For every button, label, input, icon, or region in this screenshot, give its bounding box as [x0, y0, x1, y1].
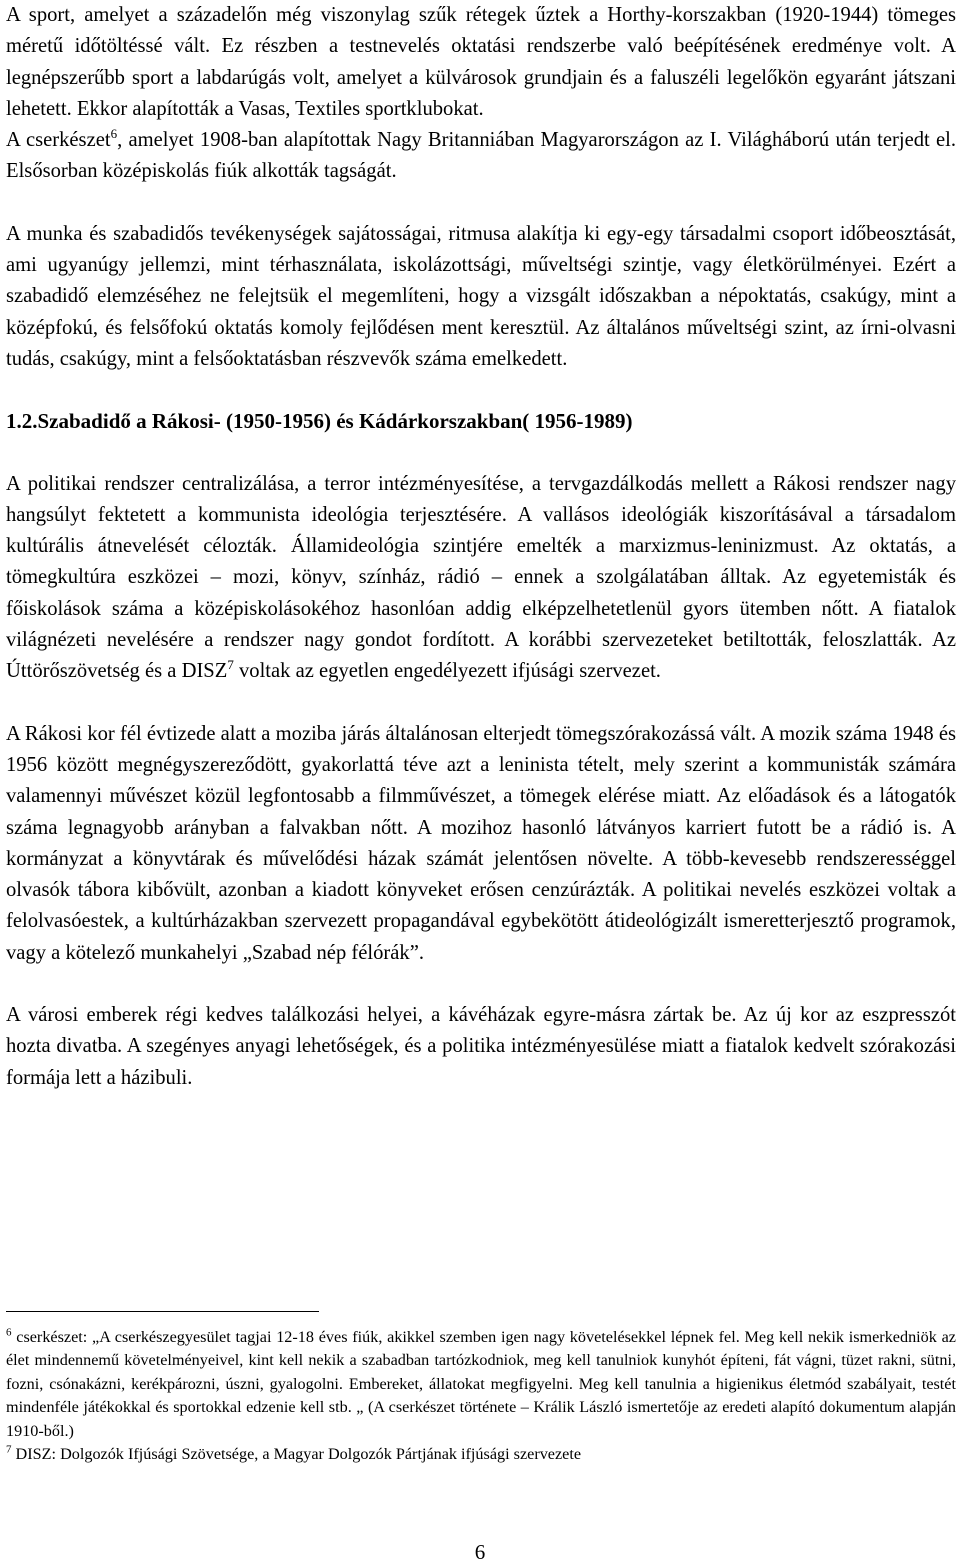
section-heading: 1.2.Szabadidő a Rákosi- (1950-1956) és Kádárkorszakban( 1956-1989): [6, 409, 633, 434]
footnote-6-number: 6: [6, 1326, 12, 1339]
footnote-6-text: cserkészet: „A cserkészegyesület tagjai 12-18 éves fiúk, akikkel szemben igen nagy követelésekkel lépnek fel. Meg kell nekik ismerkedniök az élet mindennemű követelményeivel, kint kell nekik a szabadban tartózkodniok, meg kell tanulniok kunyhót építeni, fát vágni, tüzet rakni, sütni, fozni, csónakázni, kerékpározni, úszni, gyalogolni. Embereket, állatokat megfigyelni. Meg kell tanulnia a higienikus életmód szabályait, testét mindenféle játékokkal és sportokkal edzenie kell stb. „ (A cserkészet története – Králik László ismertetője az eredeti alapító dokumentum alapján 1910-ből.): [6, 1328, 956, 1440]
footnote-separator: [6, 1311, 319, 1312]
paragraph-scouting-text: A cserkészet: [6, 129, 111, 152]
footnote-7-number: 7: [6, 1443, 12, 1456]
footnote-7: [6, 1443, 956, 1466]
paragraph-scouting-text-cont: , amelyet 1908-ban alapítottak Nagy Britanniában Magyarországon az I. Világháború után terjedt el. Elsősorban középiskolás fiúk alkották tagságát.: [6, 129, 956, 183]
footnote-7-text: DISZ: Dolgozók Ifjúsági Szövetsége, a Magyar Dolgozók Pártjának ifjúsági szervezete: [11, 1445, 582, 1464]
paragraph-rakosi-politics: [6, 469, 956, 688]
paragraph-cinema: A Rákosi kor fél évtizede alatt a moziba járás általánosan elterjedt tömegszórakozássá vált. A mozik száma 1948 és 1956 között megnégyszereződött, gyakorlattá téve azt a leninista tételt, mely szerint a kommunisták számára valamennyi művészet közül legfontosabb a filmművészet, a tömegek elérése miatt. Az előadások és a látogatók száma legnagyobb arányban a falvakban nőtt. A mozihoz hasonló látványos karriert futott be a rádió is. A kormányzat a könyvtárak és művelődési házak számát jelentősen növelte. A több-kevesebb rendszerességgel olvasók tábora kibővült, azonban a kiadott könyveket erősen cenzúrázták. A politikai nevelés eszközei voltak a felolvasóestek, a kultúrházakban szervezett propagandával egybekötött átideológizált ismeretterjesztő programok, vagy a kötelező munkahelyi „Szabad nép félórák”.: [6, 722, 956, 964]
footnotes: [6, 1326, 956, 1466]
footnote-6: [6, 1326, 956, 1443]
paragraph-sport-text: A sport, amelyet a századelőn még viszonylag szűk rétegek űztek a Horthy-korszakban (1920-1944) tömeges méretű időtöltéssé vált. Ez részben a testnevelés oktatási rendszerbe való beépítésének eredménye volt. A legnépszerűbb sport a labdarúgás volt, amelyet a külvárosok grundjain és a faluszéli legelőkön egyaránt játszani lehetett. Ekkor alapították a Vasas, Textiles sportklubokat.: [6, 4, 956, 120]
document-body: [6, 0, 956, 1094]
footnote-ref-6[interactable]: 6: [110, 126, 118, 142]
paragraph-leisure: A munka és szabadidős tevékenységek sajátosságai, ritmusa alakítja ki egy-egy társadalmi csoport időbeosztását, ami ugyanúgy jellemzi, mint térhasználata, iskolázottsági, műveltségi szintje, vagy életkörülményei. Ezért a szabadidő elemzéséhez ne felejtsük el megemlíteni, hogy a vizsgált időszakban a népoktatás, csakúgy, mint a középfokú, és felsőfokú oktatás komoly fejlődésen ment keresztül. Az általános műveltségi szint, az írni-olvasni tudás, csakúgy, mint a felsőoktatásban részvevők száma emelkedett.: [6, 222, 956, 370]
paragraph-rakosi-politics-cont: voltak az egyetlen engedélyezett ifjúsági szervezet.: [233, 660, 661, 683]
paragraph-cafes: A városi emberek régi kedves találkozási helyei, a kávéházak egyre-másra zártak be. Az új kor az eszpresszót hozta divatba. A szegényes anyagi lehetőségek, és a politika intézményesülése miatt a fiatalok kedvelt szórakozási formája lett a házibuli.: [6, 1004, 956, 1089]
page-number: 6: [474, 1540, 486, 1564]
footnote-ref-7[interactable]: 7: [227, 657, 234, 673]
paragraph-rakosi-politics-text: A politikai rendszer centralizálása, a terror intézményesítése, a tervgazdálkodás mellett a Rákosi rendszer nagy hangsúlyt fektetett a kommunista ideológia terjesztésére. A vallásos ideológiák kiszorításával a társadalom kultúrális átnevelését célozták. Államideológia szintjére emelték a marxizmus-leninizmust. Az oktatás, a tömegkultúra eszközei – mozi, könyv, színház, rádió – ennek a szolgálatában álltak. Az egyetemisták és főiskolások száma a középiskolásokéhoz hasonlóan addig elképzelhetetlenül gyors ütemben nőtt. A fiatalok világnézeti nevelésére a rendszer nagy gondot fordított. A korábbi szervezeteket betiltották, feloszlatták. Az Úttörőszövetség és a DISZ: [6, 472, 956, 683]
paragraph-sport: [6, 0, 956, 188]
